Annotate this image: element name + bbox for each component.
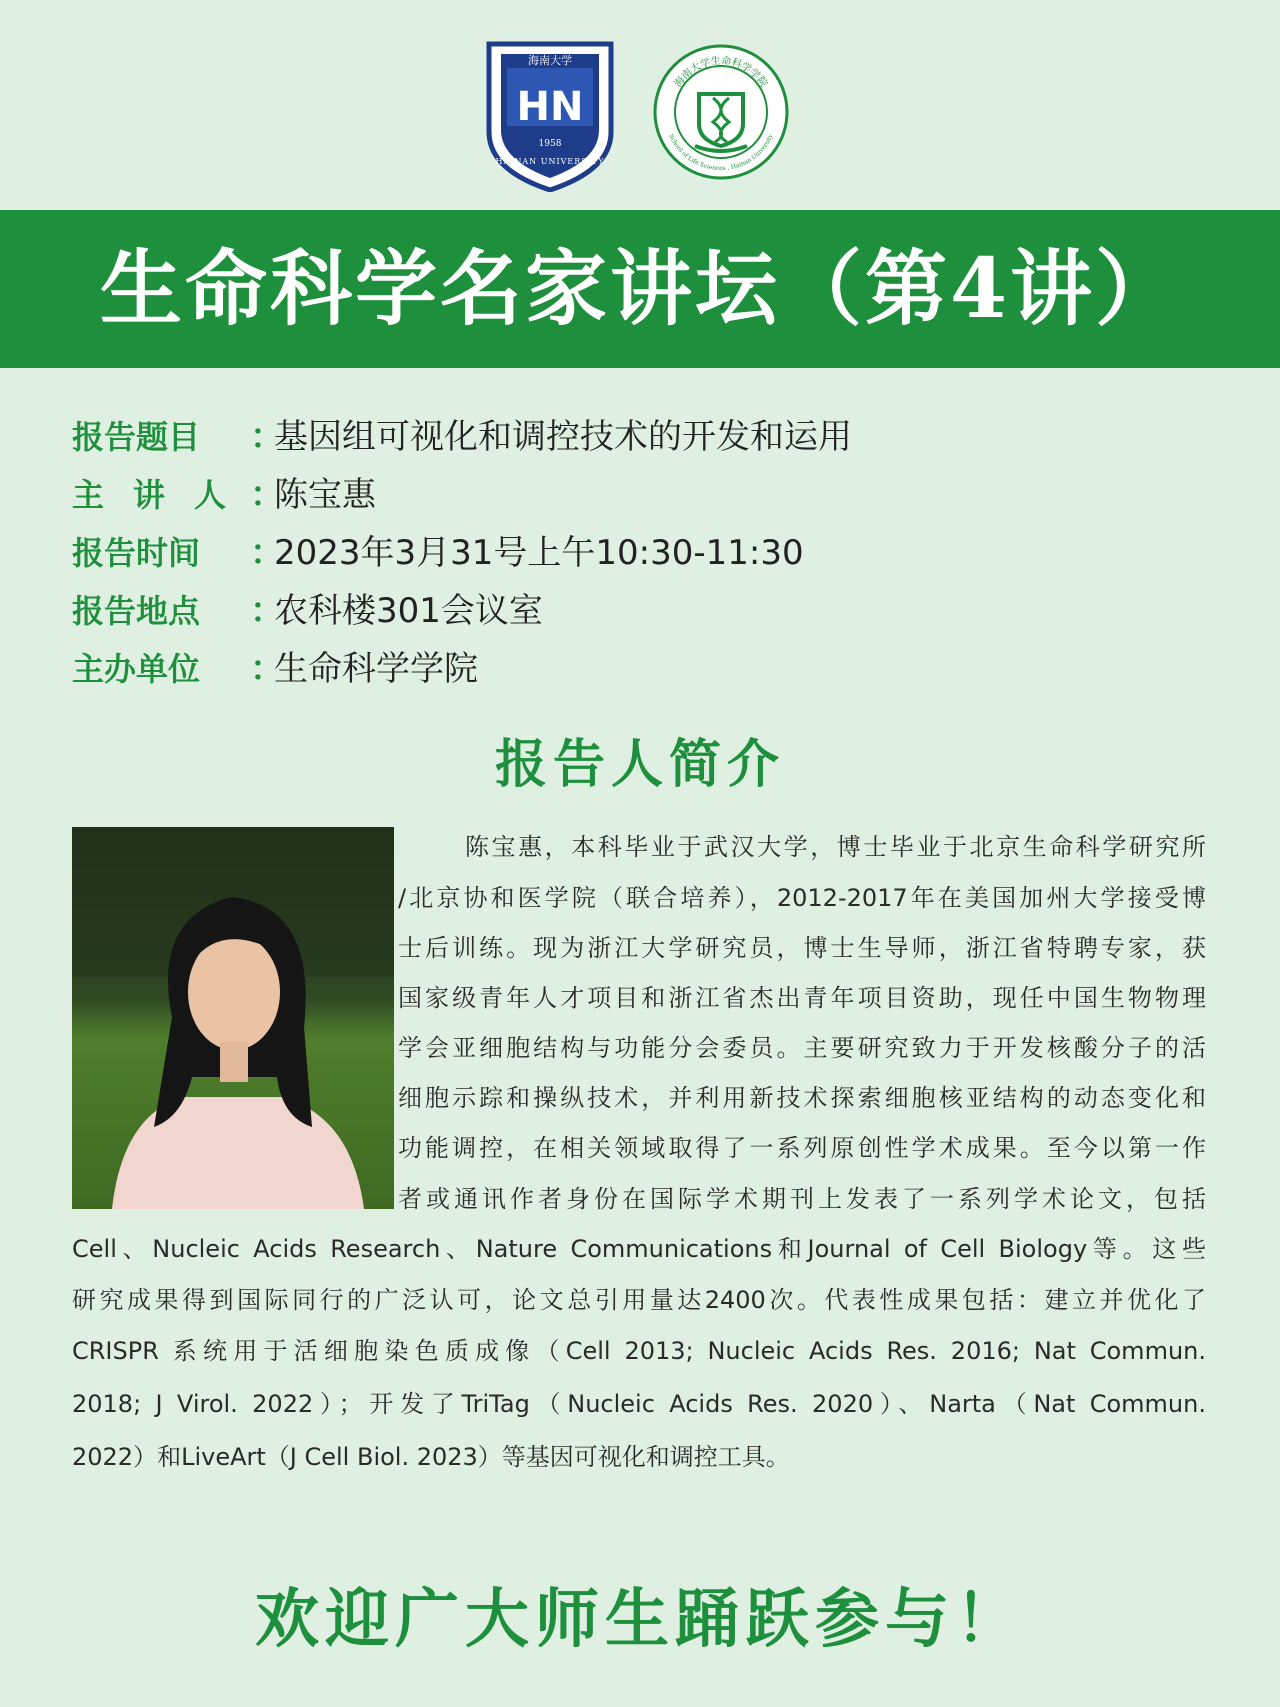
info-row-topic [72, 408, 1212, 466]
info-colon: ： [250, 533, 284, 573]
bio-line: /北京协和医学院（联合培养），2012-2017年在美国加州大学接受博 [398, 884, 1206, 912]
info-label: 报告时间 [72, 534, 201, 572]
info-row-time [72, 524, 1212, 582]
speaker-photo [72, 827, 394, 1209]
info-label: 报告题目 [72, 418, 201, 456]
closing-invitation: 欢迎广大师生踊跃参与！ [255, 1582, 1025, 1657]
bio-line: 陈宝惠，本科毕业于武汉大学，博士毕业于北京生命科学研究所 [465, 833, 1206, 861]
info-colon: ： [250, 475, 284, 515]
info-label: 报告地点 [72, 592, 201, 630]
speaker-bio-heading: 报告人简介 [494, 734, 785, 795]
title-banner [0, 210, 1280, 368]
bio-line: 2022）和LiveArt（J Cell Biol. 2023）等基因可视化和调控工具。 [72, 1443, 790, 1471]
life-sciences-school-logo [651, 42, 791, 182]
logo-bar [0, 40, 1280, 190]
bio-line: Cell、Nucleic Acids Research、Nature Communications和Journal of Cell Biology等。这些 [72, 1235, 1206, 1263]
info-value-speaker: 陈宝惠 [274, 475, 376, 515]
bio-line: 研究成果得到国际同行的广泛认可，论文总引用量达2400次。代表性成果包括：建立并优化了 [72, 1286, 1206, 1314]
bio-line: 国家级青年人才项目和浙江省杰出青年项目资助，现任中国生物物理 [398, 984, 1206, 1012]
hn-monogram: HN [516, 84, 584, 130]
info-value-organizer: 生命科学学院 [274, 649, 478, 689]
bio-line: 2018; J Virol. 2022）；开发了TriTag（Nucleic Acids Res. 2020）、Narta（Nat Commun. [72, 1390, 1206, 1418]
ls-logo-ring-text-en: School of Life Sciences , Hainan University [667, 133, 775, 173]
hn-logo-year: 1958 [538, 139, 562, 149]
info-value-topic: 基因组可视化和调控技术的开发和运用 [274, 417, 852, 457]
bio-line: 细胞示踪和操纵技术，并利用新技术探索细胞核亚结构的动态变化和 [398, 1084, 1206, 1112]
info-colon: ： [250, 649, 284, 689]
bio-line: CRISPR 系统用于活细胞染色质成像（Cell 2013; Nucleic Acids Res. 2016; Nat Commun. [72, 1337, 1206, 1365]
info-colon: ： [250, 417, 284, 457]
hainan-university-logo [485, 40, 615, 192]
bio-line: 学会亚细胞结构与功能分会委员。主要研究致力于开发核酸分子的活 [398, 1034, 1206, 1062]
info-row-location [72, 582, 1212, 640]
hn-logo-ring-text: HAINAN UNIVERSITY [495, 157, 605, 166]
info-label: 主讲人 [72, 476, 256, 514]
info-colon: ： [250, 591, 284, 631]
ls-logo-ring-text-cn: 海南大学生命科学学院 [672, 55, 770, 90]
info-row-speaker [72, 466, 1212, 524]
info-value-location: 农科楼301会议室 [274, 591, 543, 631]
bio-line: 者或通讯作者身份在国际学术期刊上发表了一系列学术论文，包括 [398, 1185, 1206, 1213]
hn-logo-top-text: 海南大学 [528, 54, 572, 67]
info-row-organizer [72, 640, 1212, 698]
bio-line: 士后训练。现为浙江大学研究员，博士生导师，浙江省特聘专家，获 [398, 934, 1206, 962]
info-label: 主办单位 [72, 650, 201, 688]
info-value-time: 2023年3月31号上午10:30-11:30 [274, 533, 804, 573]
bio-line: 功能调控，在相关领域取得了一系列原创性学术成果。至今以第一作 [398, 1134, 1206, 1162]
page-title: 生命科学名家讲坛（第4讲） [99, 241, 1181, 337]
event-info [72, 408, 1212, 698]
